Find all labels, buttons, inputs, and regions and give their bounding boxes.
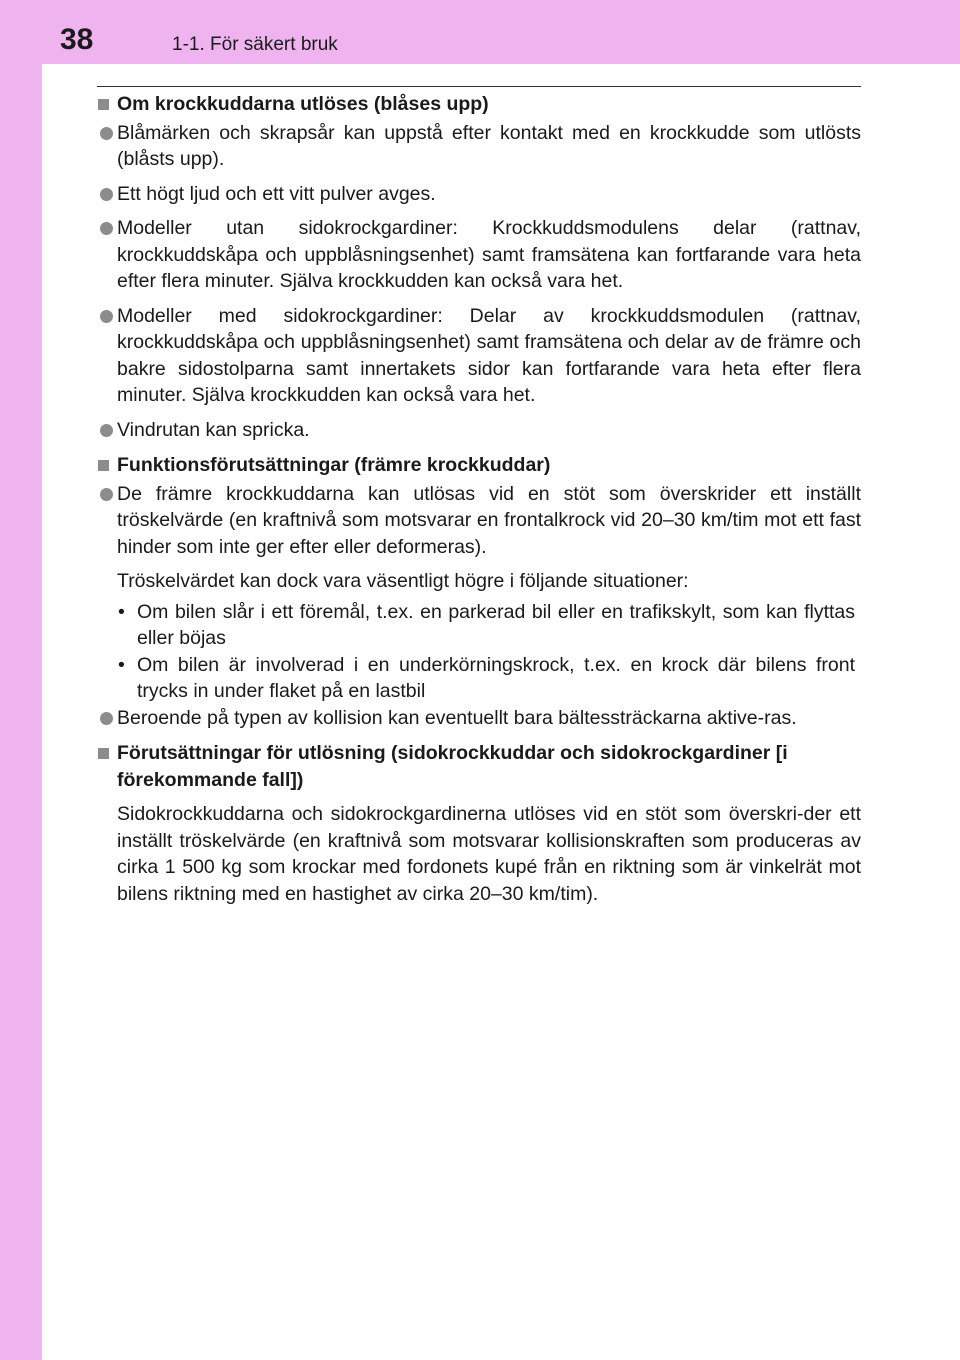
side-color-band	[0, 0, 42, 1360]
heading-text: Förutsättningar för utlösning (sidokrockkuddar och sidokrockgardiner [i förekommande fall])	[117, 742, 788, 791]
bullet-text: Beroende på typen av kollision kan eventuellt bara bältessträckarna aktive-ras.	[117, 706, 797, 729]
sub-item-text: Om bilen är involverad i en underkörningskrock, t.ex. en krock där bilens front trycks in under flaket på en lastbil	[137, 653, 855, 702]
body-paragraph: Sidokrockkuddarna och sidokrockgardinerna utlöses vid en stöt som överskri-der ett inställt tröskelvärde (en kraftnivå som motsvarar kollisionskraften som produceras av cirka 1 500 kg som krockar med fordonets kupé från en riktning som är vinkelrät mot bilens riktning med en hastighet av cirka 20–30 km/tim).	[117, 803, 861, 905]
bullet-text: Ett högt ljud och ett vitt pulver avges.	[117, 182, 436, 205]
square-bullet-icon	[98, 748, 109, 759]
heading-text: Om krockkuddarna utlöses (blåses upp)	[117, 93, 489, 115]
dot-bullet-icon: •	[118, 600, 125, 623]
page-content	[97, 91, 861, 907]
bullet-text: Vindrutan kan spricka.	[117, 418, 310, 441]
circle-bullet-icon	[100, 488, 113, 501]
bullet-text: De främre krockkuddarna kan utlösas vid en stöt som överskrider ett inställt tröskelvärde (en kraftnivå som motsvarar en frontalkrock vid 20–30 km/tim mot ett fast hinder som inte ger efter eller deformeras).	[117, 482, 861, 558]
bullet-item	[97, 181, 861, 208]
header-rule	[97, 86, 861, 87]
section-heading	[97, 91, 861, 118]
circle-bullet-icon	[100, 310, 113, 323]
circle-bullet-icon	[100, 712, 113, 725]
bullet-item	[97, 215, 861, 295]
bullet-item	[97, 705, 861, 732]
section-heading	[97, 740, 861, 793]
sub-list-item	[97, 599, 861, 652]
section-heading	[97, 452, 861, 479]
square-bullet-icon	[98, 99, 109, 110]
page-number: 38	[60, 23, 94, 56]
sub-list-item	[97, 652, 861, 705]
bullet-item	[97, 481, 861, 561]
dot-bullet-icon: •	[118, 653, 125, 676]
circle-bullet-icon	[100, 424, 113, 437]
square-bullet-icon	[98, 460, 109, 471]
sub-item-text: Om bilen slår i ett föremål, t.ex. en parkerad bil eller en trafikskylt, som kan flyttas eller böjas	[137, 600, 855, 649]
circle-bullet-icon	[100, 222, 113, 235]
bullet-item	[97, 120, 861, 173]
heading-text: Funktionsförutsättningar (främre krockkuddar)	[117, 454, 551, 476]
circle-bullet-icon	[100, 188, 113, 201]
body-paragraph: Tröskelvärdet kan dock vara väsentligt högre i följande situationer:	[117, 570, 689, 592]
bullet-item	[97, 417, 861, 444]
circle-bullet-icon	[100, 127, 113, 140]
bullet-text: Modeller med sidokrockgardiner: Delar av krockkuddsmodulen (rattnav, krockkuddskåpa och uppblåsningsenhet) samt framsätena och delar av de främre och bakre sidostolparna samt innertakets sidor kan fortfarande vara heta efter flera minuter. Själva krockkudden kan också vara het.	[117, 304, 861, 406]
bullet-item	[97, 303, 861, 409]
bullet-text: Blåmärken och skrapsår kan uppstå efter kontakt med en krockkudde som utlösts (blåsts upp).	[117, 121, 861, 170]
bullet-text: Modeller utan sidokrockgardiner: Krockkuddsmodulens delar (rattnav, krockkuddskåpa och uppblåsningsenhet) samt framsätena kan fortfarande vara heta efter flera minuter. Själva krockkudden kan också vara het.	[117, 217, 861, 292]
section-title: 1-1. För säkert bruk	[172, 34, 338, 55]
